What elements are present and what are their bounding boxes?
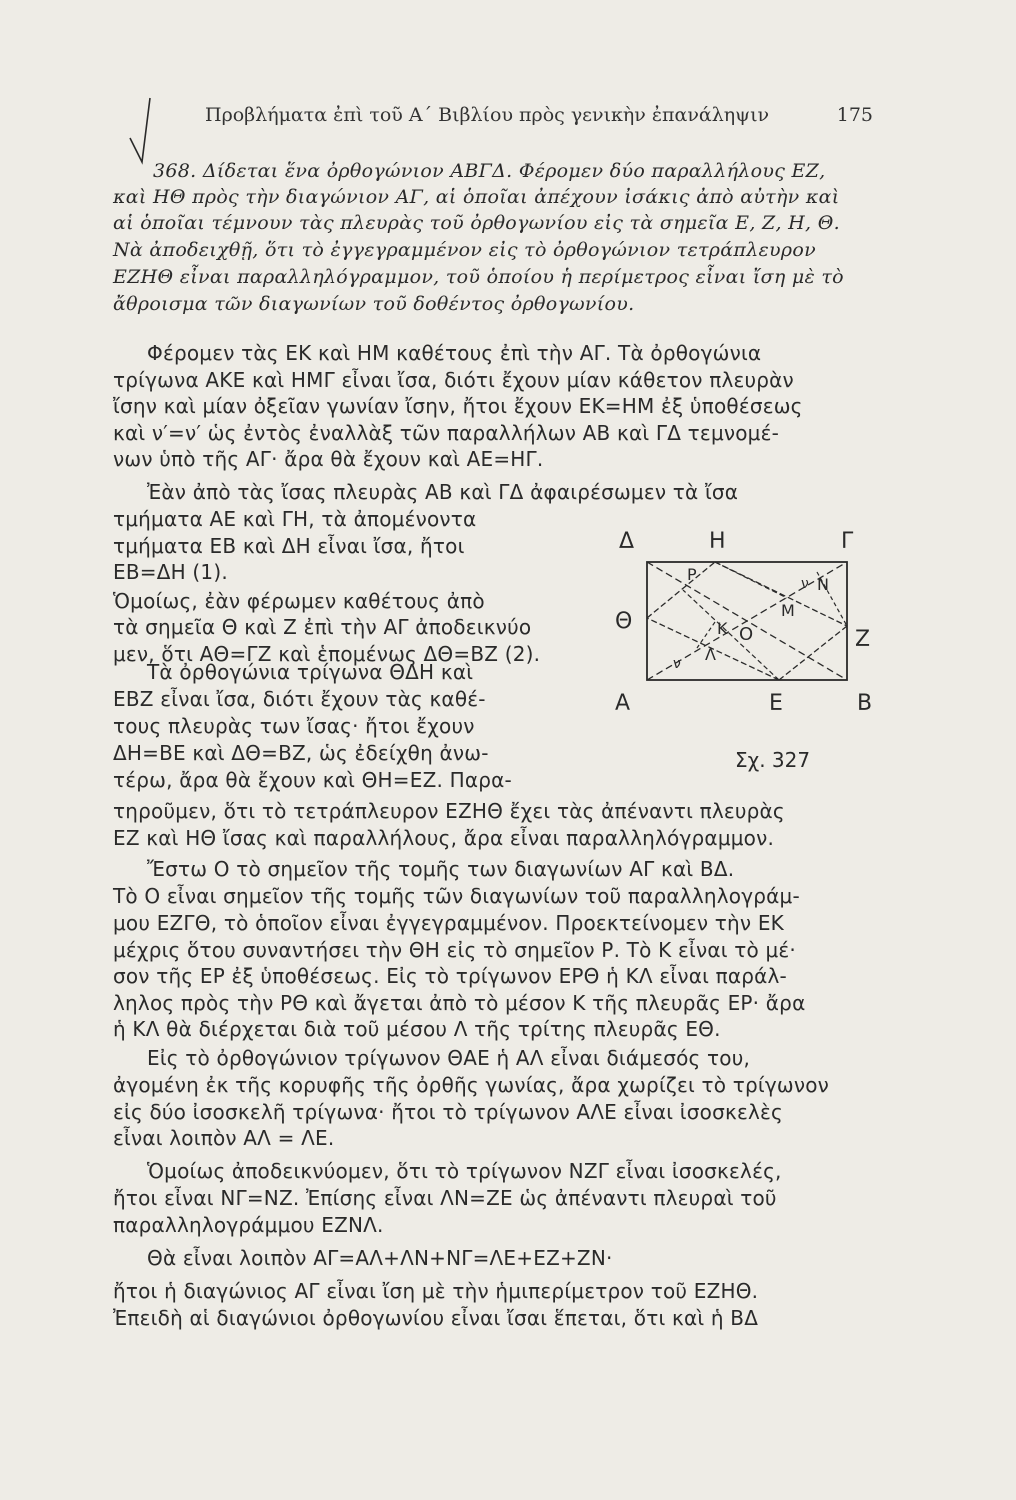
label-epsilon: Ε xyxy=(769,691,783,716)
body-line: παραλληλογράμμου ΕΖΝΛ. xyxy=(113,1213,384,1237)
body-line: σον τῆς ΕΡ ἐξ ὑποθέσεως. Εἰς τὸ τρίγωνον ΕΡΘ ἡ ΚΛ εἶναι παράλ- xyxy=(113,964,787,988)
label-rho: Ρ xyxy=(687,565,697,584)
body-line: Τὰ ὀρθογώνια τρίγωνα ΘΔΗ καὶ xyxy=(147,660,474,684)
label-beta: Β xyxy=(857,691,873,716)
body-line: Ἔστω Ο τὸ σημεῖον τῆς τομῆς των διαγωνίων ΑΓ καὶ ΒΔ. xyxy=(147,857,735,881)
label-delta: Δ xyxy=(619,529,635,554)
body-line: ἡ ΚΛ θὰ διέρχεται διὰ τοῦ μέσου Λ τῆς τρίτης πλευρᾶς ΕΘ. xyxy=(113,1017,721,1041)
body-line: τους πλευρὰς των ἴσας· ἤτοι ἔχουν xyxy=(113,714,475,738)
body-line: ἀγομένη ἐκ τῆς κορυφῆς τῆς ὀρθῆς γωνίας, ἄρα χωρίζει τὸ τρίγωνον xyxy=(113,1073,830,1097)
body-line: Ἐὰν ἀπὸ τὰς ἴσας πλευρὰς ΑΒ καὶ ΓΔ ἀφαιρέσωμεν τὰ ἴσα xyxy=(147,480,739,504)
body-line: Θὰ εἶναι λοιπὸν ΑΓ=ΑΛ+ΛΝ+ΝΓ=ΛΕ+ΕΖ+ΖΝ· xyxy=(147,1246,613,1270)
body-line: νων ὑπὸ τῆς ΑΓ· ἄρα θὰ ἔχουν καὶ ΑΕ=ΗΓ. xyxy=(113,447,544,471)
body-line: Τὸ Ο εἶναι σημεῖον τῆς τομῆς τῶν διαγωνίων τοῦ παραλληλογράμ- xyxy=(113,884,800,908)
figure-caption: Σχ. 327 xyxy=(735,748,811,772)
body-line: εἰς δύο ἰσοσκελῆ τρίγωνα· ἤτοι τὸ τρίγωνον ΑΛΕ εἶναι ἰσοσκελὲς xyxy=(113,1100,783,1124)
body-line: Εἰς τὸ ὀρθογώνιον τρίγωνον ΘΑΕ ἡ ΑΛ εἶναι διάμεσός του, xyxy=(147,1046,751,1070)
label-kappa: Κ xyxy=(717,619,728,638)
body-line: Ἐπειδὴ αἱ διαγώνιοι ὀρθογωνίου εἶναι ἴσαι ἕπεται, ὅτι καὶ ἡ ΒΔ xyxy=(113,1306,759,1330)
segment-e-p xyxy=(683,590,779,680)
body-line: ΕΒΖ εἶναι ἴσα, διότι ἔχουν τὰς καθέ- xyxy=(113,687,486,711)
label-omicron: Ο xyxy=(739,624,754,645)
body-line: τέρω, ἄρα θὰ ἔχουν καὶ ΘΗ=ΕΖ. Παρα- xyxy=(113,768,512,792)
problem-line: ΕΖΗΘ εἶναι παραλληλόγραμμον, τοῦ ὁποίου ἡ περίμετρος εἶναι ἴση μὲ τὸ xyxy=(113,266,844,288)
label-nu: Ν xyxy=(817,575,829,594)
body-line: ΔΗ=ΒΕ καὶ ΔΘ=ΒΖ, ὡς ἐδείχθη ἀνω- xyxy=(113,741,489,765)
body-line: ἤτοι εἶναι ΝΓ=ΝΖ. Ἐπίσης εἶναι ΛΝ=ΖΕ ὡς ἀπέναντι πλευραὶ τοῦ xyxy=(113,1186,777,1210)
handwritten-checkmark xyxy=(128,96,158,166)
body-line: Ὁμοίως ἀποδεικνύομεν, ὅτι τὸ τρίγωνον ΝΖΓ εἶναι ἰσοσκελές, xyxy=(147,1159,782,1183)
label-nu-angle-2: ν xyxy=(801,576,809,592)
body-line: τηροῦμεν, ὅτι τὸ τετράπλευρον ΕΖΗΘ ἔχει τὰς ἀπέναντι πλευρὰς xyxy=(113,799,785,823)
problem-line: ἄθροισμα τῶν διαγωνίων τοῦ δοθέντος ὀρθογωνίου. xyxy=(113,293,635,315)
label-nu-angle-1: ν xyxy=(673,656,681,672)
segment-z-e xyxy=(779,626,847,680)
body-line: ἤτοι ἡ διαγώνιος ΑΓ εἶναι ἴση μὲ τὴν ἡμιπερίμετρον τοῦ ΕΖΗΘ. xyxy=(113,1279,759,1303)
problem-line: 368. Δίδεται ἕνα ὀρθογώνιον ΑΒΓΔ. Φέρομεν δύο παραλλήλους ΕΖ, xyxy=(153,160,826,182)
body-line: τρίγωνα ΑΚΕ καὶ ΗΜΓ εἶναι ἴσα, διότι ἔχουν μίαν κάθετον πλευρὰν xyxy=(113,368,794,392)
body-line: μου ΕΖΓΘ, τὸ ὁποῖον εἶναι ἐγγεγραμμένον. Προεκτείνομεν τὴν ΕΚ xyxy=(113,911,784,935)
body-line: ΕΖ καὶ ΗΘ ἴσας καὶ παραλλήλους, ἄρα εἶναι παραλληλόγραμμον. xyxy=(113,826,775,850)
body-line: μεν, ὅτι ΑΘ=ΓΖ καὶ ἑπομένως ΔΘ=ΒΖ (2). xyxy=(113,642,541,666)
body-line: τὰ σημεῖα Θ καὶ Ζ ἐπὶ τὴν ΑΓ ἀποδεικνύο xyxy=(113,615,532,639)
header-title: Προβλήματα ἐπὶ τοῦ Α΄ Βιβλίου πρὸς γενικὴν ἐπανάληψιν xyxy=(205,104,770,126)
body-line: ΕΒ=ΔΗ (1). xyxy=(113,560,228,584)
problem-line: αἱ ὁποῖαι τέμνουν τὰς πλευρὰς τοῦ ὀρθογωνίου εἰς τὰ σημεῖα Ε, Ζ, Η, Θ. xyxy=(113,212,840,234)
body-line: ἴσην καὶ μίαν ὀξεῖαν γωνίαν ἴσην, ἤτοι ἔχουν ΕΚ=ΗΜ ἐξ ὑποθέσεως xyxy=(113,394,803,418)
problem-line: Νὰ ἀποδειχθῇ, ὅτι τὸ ἐγγεγραμμένον εἰς τὸ ὀρθογώνιον τετράπλευρον xyxy=(113,239,816,261)
body-line: Ὁμοίως, ἐὰν φέρωμεν καθέτους ἀπὸ xyxy=(113,589,485,613)
body-line: καὶ ν′=ν′ ὡς ἐντὸς ἐναλλὰξ τῶν παραλλήλων ΑΒ καὶ ΓΔ τεμνομέ- xyxy=(113,421,780,445)
running-header xyxy=(205,104,873,126)
body-line: ληλος πρὸς τὴν ΡΘ καὶ ἄγεται ἀπὸ τὸ μέσον Κ τῆς πλευρᾶς ΕΡ· ἄρα xyxy=(113,991,806,1015)
segment-th-h xyxy=(647,562,715,618)
body-line: μέχρις ὅτου συναντήσει τὴν ΘΗ εἰς τὸ σημεῖον Ρ. Τὸ Κ εἶναι τὸ μέ· xyxy=(113,938,796,962)
segment-h-m xyxy=(715,562,787,598)
body-line: Φέρομεν τὰς ΕΚ καὶ ΗΜ καθέτους ἐπὶ τὴν ΑΓ. Τὰ ὀρθογώνια xyxy=(147,341,762,365)
label-zeta: Ζ xyxy=(855,627,871,652)
body-line: εἶναι λοιπὸν ΑΛ = ΛΕ. xyxy=(113,1126,335,1150)
label-mu: Μ xyxy=(781,601,795,620)
page-number: 175 xyxy=(836,104,873,126)
label-theta: Θ xyxy=(615,609,633,634)
label-alpha: Α xyxy=(615,691,631,716)
rectangle-diagram xyxy=(605,520,885,740)
label-gamma: Γ xyxy=(841,529,854,554)
body-line: τμήματα ΑΕ καὶ ΓΗ, τὰ ἀπομένοντα xyxy=(113,507,477,531)
label-lambda: Λ xyxy=(705,645,716,664)
body-line: τμήματα ΕΒ καὶ ΔΗ εἶναι ἴσα, ἤτοι xyxy=(113,534,465,558)
problem-line: καὶ ΗΘ πρὸς τὴν διαγώνιον ΑΓ, αἱ ὁποῖαι ἀπέχουν ἰσάκις ἀπὸ αὐτὴν καὶ xyxy=(113,186,840,208)
label-eta: Η xyxy=(709,529,726,554)
